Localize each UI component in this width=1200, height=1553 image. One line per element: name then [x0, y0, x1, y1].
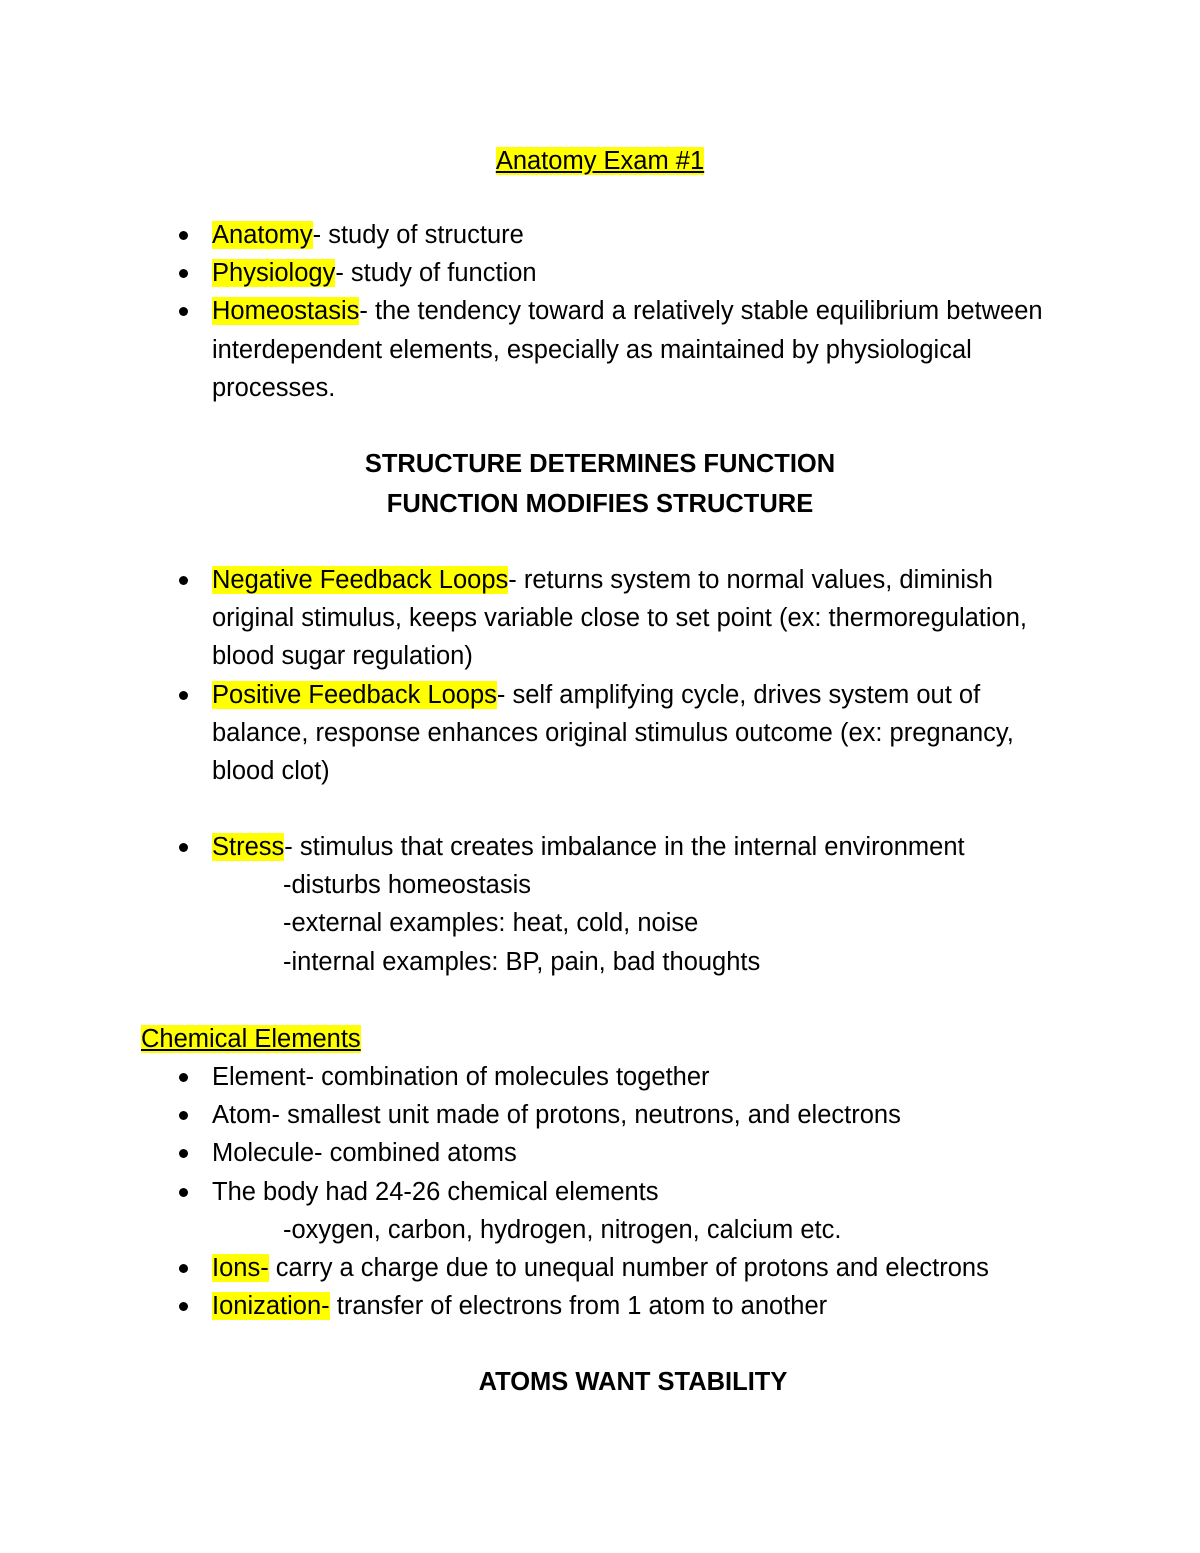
section-heading: [141, 1020, 361, 1058]
list-item: [212, 292, 1072, 407]
principle-line-1: STRUCTURE DETERMINES FUNCTION: [364, 450, 836, 478]
term: Physiology: [212, 259, 336, 288]
term: Homeostasis: [212, 297, 360, 326]
term: Positive Feedback Loops: [212, 680, 497, 709]
chemical-list: [212, 1058, 1072, 1211]
stress-subline: -external examples: heat, cold, noise: [283, 909, 699, 937]
term: Anatomy: [212, 221, 313, 249]
bullet-icon: [179, 1264, 188, 1273]
term: Ions-: [212, 1254, 269, 1282]
closing-statement: ATOMS WANT STABILITY: [478, 1368, 788, 1396]
bullet-icon: [179, 269, 188, 278]
definition: - stimulus that creates imbalance in the internal environment: [284, 833, 965, 861]
stress-subline: -internal examples: BP, pain, bad thoughts: [283, 948, 761, 976]
definition: carry a charge due to unequal number of protons and electrons: [268, 1254, 989, 1282]
stress-subline: -disturbs homeostasis: [283, 871, 532, 899]
bullet-icon: [179, 307, 188, 316]
bullet-icon: [179, 1188, 188, 1197]
list-item: [212, 216, 1072, 254]
list-item: [212, 828, 1072, 866]
list-item: [212, 676, 1072, 791]
stress-list: [212, 828, 1072, 866]
chemical-subline: -oxygen, carbon, hydrogen, nitrogen, calcium etc.: [283, 1216, 842, 1244]
bullet-icon: [179, 1111, 188, 1120]
definitions-list: [212, 216, 1072, 407]
bullet-icon: [179, 691, 188, 700]
section-heading-text: Chemical Elements: [141, 1025, 361, 1053]
definition: - the tendency toward a relatively stable equilibrium between interdependent elements, especially as maintained by physiological processes.: [212, 297, 1043, 402]
principle-line-2: FUNCTION MODIFIES STRUCTURE: [386, 490, 814, 518]
definition: - study of structure: [312, 221, 524, 249]
list-item: [212, 1134, 1072, 1172]
bullet-icon: [179, 1073, 188, 1082]
list-item: [212, 1058, 1072, 1096]
definition: - returns system to normal values, diminish original stimulus, keeps variable close to set point (ex: thermoregulation, blood sugar regulation): [212, 566, 1027, 671]
bullet-icon: [179, 231, 188, 240]
bullet-icon: [179, 1149, 188, 1158]
list-item: [212, 1096, 1072, 1134]
item-text: Atom- smallest unit made of protons, neutrons, and electrons: [212, 1101, 901, 1130]
item-text: The body had 24-26 chemical elements: [212, 1177, 659, 1206]
definition: transfer of electrons from 1 atom to another: [329, 1292, 828, 1321]
page-title: [0, 142, 1200, 180]
bullet-icon: [179, 843, 188, 852]
term: Negative Feedback Loops: [212, 566, 509, 594]
ion-list: [212, 1249, 1072, 1325]
list-item: [212, 561, 1072, 676]
bullet-icon: [179, 576, 188, 585]
list-item: [212, 1249, 1072, 1287]
item-text: Molecule- combined atoms: [212, 1139, 517, 1168]
list-item: [212, 1287, 1072, 1325]
list-item: [212, 254, 1072, 292]
definition: - study of function: [335, 259, 537, 288]
page-title-text: Anatomy Exam #1: [495, 147, 705, 175]
item-text: Element- combination of molecules together: [212, 1063, 710, 1091]
definition: - self amplifying cycle, drives system out of balance, response enhances original stimulus outcome (ex: pregnancy, blood clot): [212, 680, 1014, 786]
term: Ionization-: [212, 1292, 330, 1321]
bullet-icon: [179, 1302, 188, 1311]
list-item: [212, 1173, 1072, 1211]
feedback-list: [212, 561, 1072, 790]
term: Stress: [212, 833, 285, 861]
